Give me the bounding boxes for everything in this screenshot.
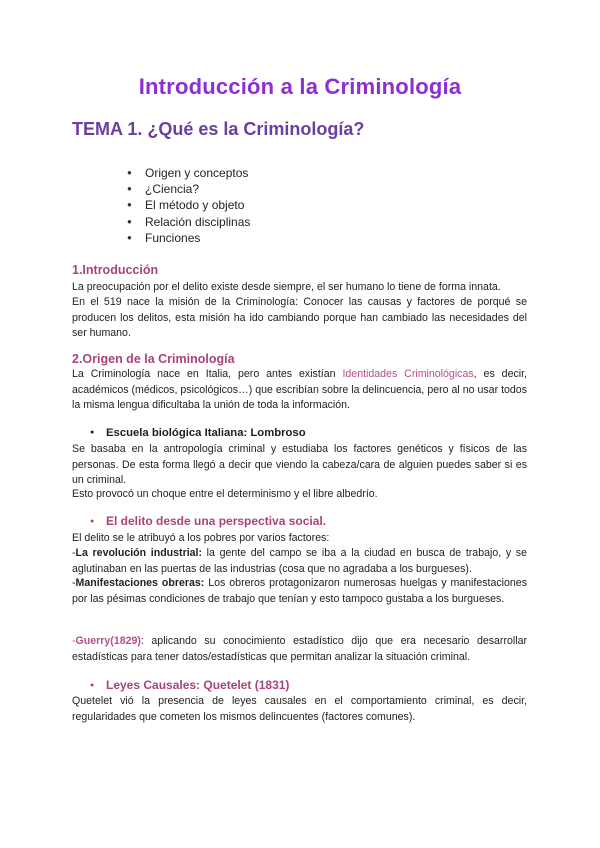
- escuela-paragraph-2: Esto provocó un choque entre el determinismo y el libre albedrío.: [72, 488, 378, 500]
- bullet-icon: ●: [90, 518, 95, 525]
- topic-item: ● Funciones: [127, 230, 250, 246]
- intro-paragraph-2: En el 519 nace la misión de la Criminología: Conocer las causas y factores de porqué se producen los delitos, esta misión ha ido cambiando porque han cambiado las necesidades del ser humano.: [72, 296, 527, 339]
- topic-item: ● Relación disciplinas: [127, 214, 250, 230]
- escuela-paragraph-1: Se basaba en la antropología criminal y estudiaba los factores genéticos y físicos de las personas. De esta forma llegó a decir que viendo la cabeza/cara de alguien puedes saber si es un criminal.: [72, 443, 527, 486]
- escuela-heading: ● Escuela biológica Italiana: Lombroso: [90, 427, 306, 439]
- guerry-label: Guerry(1829): [75, 635, 141, 647]
- topics-list: [127, 165, 250, 246]
- manifestaciones-paragraph: -Manifestaciones obreras: Los obreros protagonizaron numerosas huelgas y manifestaciones por las pésimas condiciones de trabajo que tenían y esto tampoco gustaba a los burgueses.: [72, 577, 527, 605]
- tema-heading: TEMA 1. ¿Qué es la Criminología?: [72, 119, 365, 139]
- leyes-causales-heading: ● Leyes Causales: Quetelet (1831): [90, 678, 290, 692]
- origen-paragraph: La Criminología nace en Italia, pero antes existían Identidades Criminológicas, es decir, académicos (médicos, psicológicos…) que escribían sobre la delincuencia, pero al no usar todos la misma lengua dificultaba la unión de toda la información.: [72, 368, 528, 411]
- identidades-criminologicas-term: Identidades Criminológicas: [342, 368, 474, 380]
- section-heading-origen: 2.Origen de la Criminología: [72, 352, 235, 366]
- topic-item: ● El método y objeto: [127, 197, 250, 213]
- bullet-icon: ●: [90, 682, 95, 689]
- perspectiva-social-heading: ● El delito desde una perspectiva social.: [90, 514, 327, 528]
- document-title: Introducción a la Criminología: [138, 74, 462, 99]
- social-intro: El delito se le atribuyó a los pobres por varios factores:: [72, 532, 330, 544]
- bullet-icon: ●: [90, 429, 95, 436]
- leyes-paragraph: Quetelet vió la presencia de leyes causales en el comportamiento criminal, es decir, regularidades que cometen los mismos delincuentes (factores comunes).: [72, 695, 527, 723]
- topic-item: ● ¿Ciencia?: [127, 181, 250, 197]
- section-heading-introduccion: 1.Introducción: [72, 263, 159, 277]
- guerry-paragraph: -Guerry(1829): aplicando su conocimiento estadístico dijo que era necesario desarrollar estadísticas para tener datos/estadísticas que permitan analizar la situación criminal.: [72, 635, 527, 663]
- intro-paragraph-1: La preocupación por el delito existe desde siempre, el ser humano lo tiene de forma innata.: [72, 281, 501, 293]
- revolucion-industrial-paragraph: -La revolución industrial: la gente del campo se iba a la ciudad en busca de trabajo, y se aglutinaban en las puertas de las industrias (cosa que no agradaba a los burgueses).: [72, 547, 527, 575]
- topic-item: ● Origen y conceptos: [127, 165, 250, 181]
